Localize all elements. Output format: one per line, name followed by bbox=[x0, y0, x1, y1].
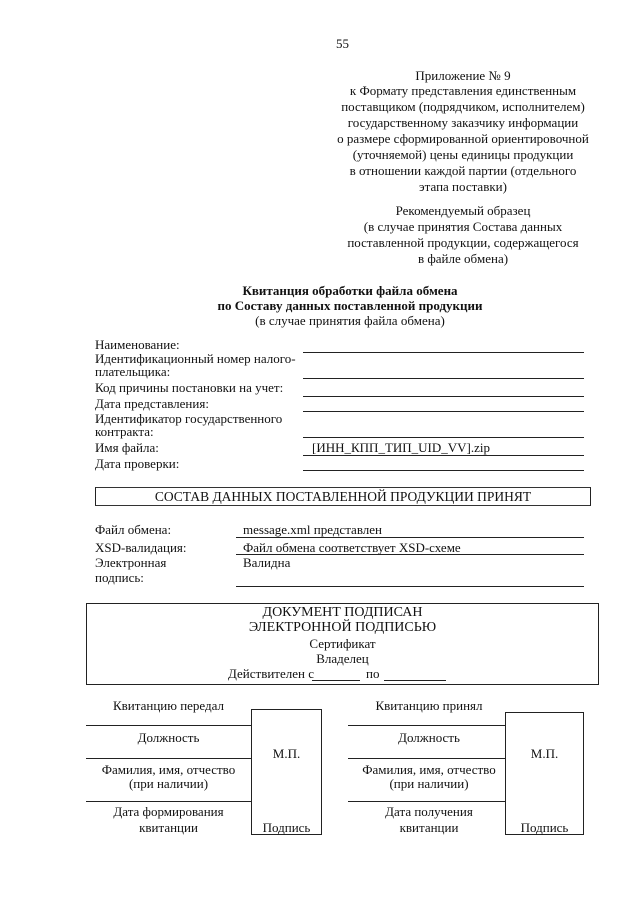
doc-subtitle: (в случае принятия файла обмена) bbox=[255, 313, 445, 328]
result-label-esig: Электронная bbox=[95, 555, 167, 570]
recommended-line: Рекомендуемый образец bbox=[395, 203, 531, 218]
sender-header: Квитанцию передал bbox=[112, 698, 225, 713]
result-line-esig bbox=[236, 586, 584, 587]
status-text: СОСТАВ ДАННЫХ ПОСТАВЛЕННОЙ ПРОДУКЦИИ ПРИНЯТ bbox=[154, 489, 532, 504]
sender-fio-label: Фамилия, имя, отчество bbox=[101, 762, 236, 777]
receiver-line bbox=[348, 801, 505, 802]
receiver-fio-label-cont: (при наличии) bbox=[389, 776, 469, 791]
sender-line bbox=[86, 801, 251, 802]
result-label-esig-cont: подпись: bbox=[95, 570, 144, 585]
result-value-xsd: Файл обмена соответствует XSD-схеме bbox=[243, 540, 461, 555]
result-line-exchange bbox=[236, 537, 584, 538]
signed-certificate: Сертификат bbox=[309, 636, 376, 651]
field-line-name bbox=[303, 352, 584, 353]
result-label-exchange: Файл обмена: bbox=[95, 522, 172, 537]
field-label-check-date: Дата проверки: bbox=[95, 456, 180, 471]
field-value-file-name: [ИНН_КПП_ТИП_UID_VV].zip bbox=[312, 440, 491, 455]
appendix-title: Приложение № 9 bbox=[415, 68, 511, 83]
field-line-check-date bbox=[303, 470, 584, 471]
recommended-line: поставленной продукции, содержащегося bbox=[347, 235, 579, 250]
signed-valid-to-label: по bbox=[366, 666, 380, 681]
signed-title: ДОКУМЕНТ ПОДПИСАН bbox=[262, 605, 423, 620]
signed-owner: Владелец bbox=[316, 651, 369, 666]
field-line-date-submitted bbox=[303, 411, 584, 412]
recommended-line: (в случае принятия Состава данных bbox=[363, 219, 563, 234]
status-box bbox=[95, 487, 591, 506]
signed-valid-to-line bbox=[384, 680, 446, 681]
receiver-date-label: Дата получения bbox=[385, 804, 473, 819]
sender-fio-label-cont: (при наличии) bbox=[128, 776, 209, 791]
appendix-line: государственному заказчику информации bbox=[347, 115, 579, 130]
field-label-name: Наименование: bbox=[95, 337, 180, 352]
receiver-date-label-cont: квитанции bbox=[399, 820, 459, 835]
receiver-line bbox=[348, 758, 505, 759]
receiver-stamp-box bbox=[505, 712, 584, 835]
appendix-line: этапа поставки) bbox=[419, 179, 507, 194]
appendix-line: к Формату представления единственным bbox=[349, 83, 577, 98]
receiver-header: Квитанцию принял bbox=[375, 698, 483, 713]
result-value-exchange: message.xml представлен bbox=[243, 522, 382, 537]
field-line-contract bbox=[303, 437, 584, 438]
field-label-contract-cont: контракта: bbox=[95, 424, 154, 439]
field-label-date-submitted: Дата представления: bbox=[95, 396, 209, 411]
appendix-line: в отношении каждой партии (отдельного bbox=[349, 163, 577, 178]
field-line-inn bbox=[303, 378, 584, 379]
appendix-line: о размере сформированной ориентировочной bbox=[337, 131, 589, 146]
sender-date-label: Дата формирования bbox=[113, 804, 224, 819]
receiver-position-label: Должность bbox=[398, 730, 460, 745]
field-label-contract: Идентификатор государственного bbox=[95, 411, 283, 426]
receiver-line bbox=[348, 725, 505, 726]
doc-title: Квитанция обработки файла обмена bbox=[242, 283, 458, 298]
signed-title-line2: ЭЛЕКТРОННОЙ ПОДПИСЬЮ bbox=[248, 620, 437, 635]
sender-line bbox=[86, 758, 251, 759]
receiver-stamp: М.П. bbox=[530, 746, 559, 761]
result-label-xsd: XSD-валидация: bbox=[95, 540, 187, 555]
appendix-line: (уточняемой) цены единицы продукции bbox=[352, 147, 574, 162]
sender-date-label-cont: квитанции bbox=[139, 820, 198, 835]
sender-position-label: Должность bbox=[137, 730, 200, 745]
field-label-inn-cont: плательщика: bbox=[95, 364, 171, 379]
receiver-signature: Подпись bbox=[520, 820, 569, 835]
sender-line bbox=[86, 725, 251, 726]
receiver-fio-label: Фамилия, имя, отчество bbox=[362, 762, 496, 777]
sender-signature: Подпись bbox=[262, 820, 311, 835]
appendix-line: поставщиком (подрядчиком, исполнителем) bbox=[341, 99, 585, 114]
recommended-line: в файле обмена) bbox=[417, 251, 509, 266]
field-label-inn: Идентификационный номер налого- bbox=[95, 351, 296, 366]
page-number: 55 bbox=[336, 36, 349, 51]
sender-stamp-box bbox=[251, 709, 322, 835]
field-line-file-name bbox=[303, 455, 584, 456]
result-value-esig: Валидна bbox=[243, 555, 291, 570]
field-label-kpp: Код причины постановки на учет: bbox=[95, 380, 284, 395]
signed-valid-from-line bbox=[312, 680, 360, 681]
doc-title-line2: по Составу данных поставленной продукции bbox=[217, 298, 483, 313]
field-line-kpp bbox=[303, 396, 584, 397]
signed-valid-from-label: Действителен с bbox=[228, 666, 314, 681]
sender-stamp: М.П. bbox=[272, 746, 301, 761]
field-label-file-name: Имя файла: bbox=[95, 440, 159, 455]
